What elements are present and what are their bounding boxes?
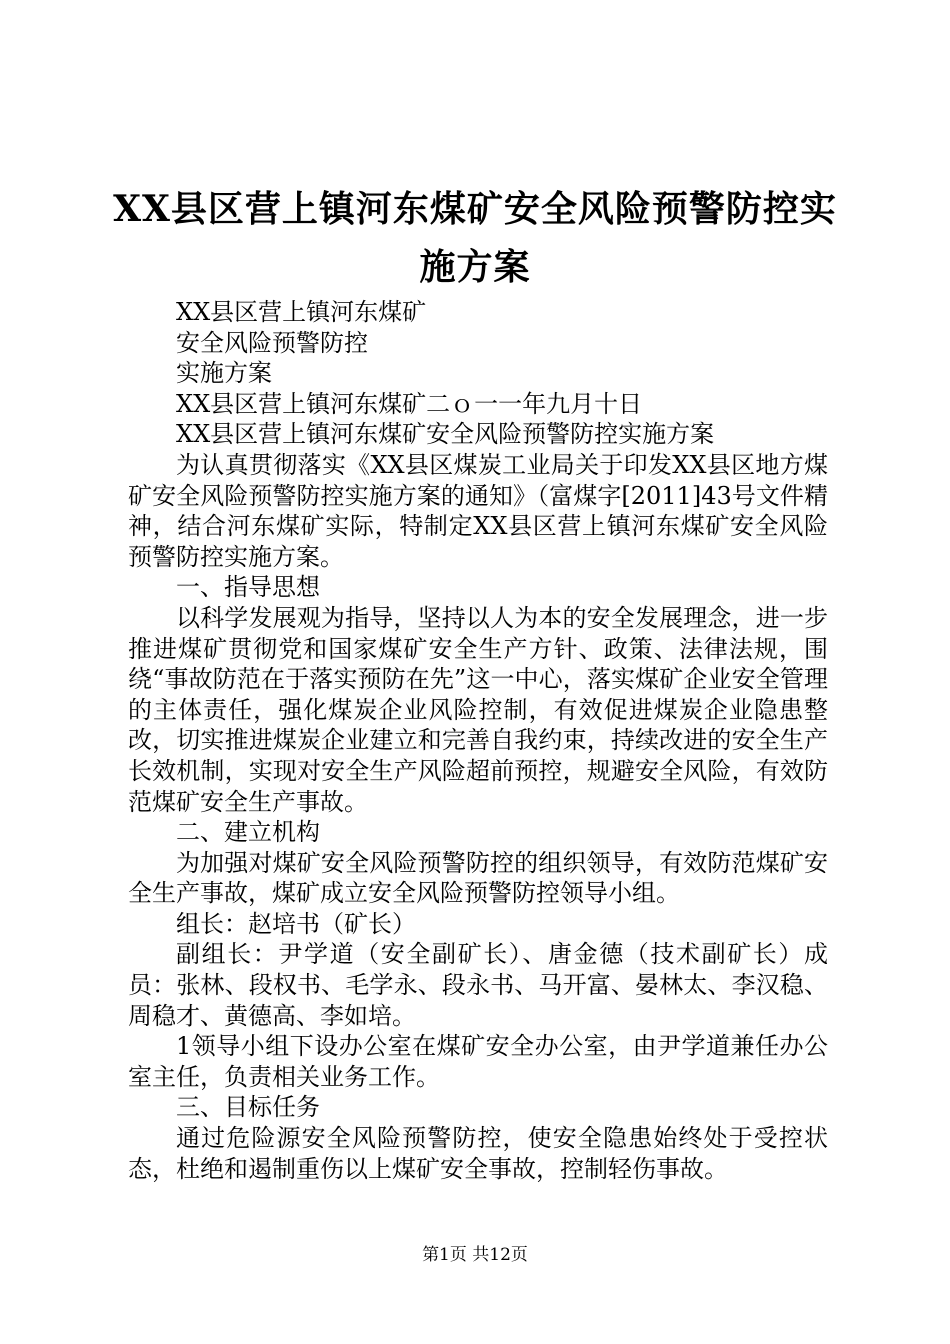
paragraph-deputy-leaders-members: 副组长：尹学道（安全副矿长）、唐金德（技术副矿长）成员：张林、段权书、毛学永、段永书、马开富、晏林太、李汉稳、周稳才、黄德高、李如培。 <box>128 940 828 1030</box>
document-title: XX县区营上镇河东煤矿安全风险预警防控实施方案 <box>113 188 837 288</box>
section-heading-guiding-ideology: 一、指导思想 <box>176 573 320 602</box>
paragraph-team-leader: 组长：赵培书（矿长） <box>176 909 416 938</box>
section-heading-objectives: 三、目标任务 <box>176 1093 320 1122</box>
paragraph-organization: 为加强对煤矿安全风险预警防控的组织领导，有效防范煤矿安全生产事故，煤矿成立安全风险预警防控领导小组。 <box>128 848 828 908</box>
paragraph-office: 1领导小组下设办公室在煤矿安全办公室，由尹学道兼任办公室主任，负责相关业务工作。 <box>128 1032 828 1091</box>
paragraph-intro: 为认真贯彻落实《XX县区煤炭工业局关于印发XX县区地方煤矿安全风险预警防控实施方案的通知》（富煤字[2011]43号文件精神，结合河东煤矿实际，特制定XX县区营上镇河东煤矿安全风险预警防控实施方案。 <box>128 450 828 571</box>
section-heading-organization: 二、建立机构 <box>176 818 320 847</box>
paragraph-header-line-1: XX县区营上镇河东煤矿 <box>176 298 427 326</box>
paragraph-date-line: XX县区营上镇河东煤矿二ｏ一一年九月十日 <box>176 389 643 418</box>
document-body <box>128 297 828 1184</box>
page-footer: 第1页 共12页 <box>422 1245 528 1265</box>
paragraph-subtitle: XX县区营上镇河东煤矿安全风险预警防控实施方案 <box>176 420 715 449</box>
paragraph-header-line-3: 实施方案 <box>176 359 272 388</box>
paragraph-guiding-ideology: 以科学发展观为指导，坚持以人为本的安全发展理念，进一步推进煤矿贯彻党和国家煤矿安全生产方针、政策、法律法规，围绕“事故防范在于落实预防在先”这一中心，落实煤矿企业安全管理的主体责任，强化煤炭企业风险控制，有效促进煤炭企业隐患整改，切实推进煤炭企业建立和完善自我约束，持续改进的安全生产长效机制，实现对安全生产风险超前预控，规避安全风险，有效防范煤矿安全生产事故。 <box>128 603 828 816</box>
paragraph-objectives: 通过危险源安全风险预警防控，使安全隐患始终处于受控状态，杜绝和遏制重伤以上煤矿安全事故，控制轻伤事故。 <box>128 1124 828 1183</box>
paragraph-header-line-2: 安全风险预警防控 <box>176 328 368 357</box>
